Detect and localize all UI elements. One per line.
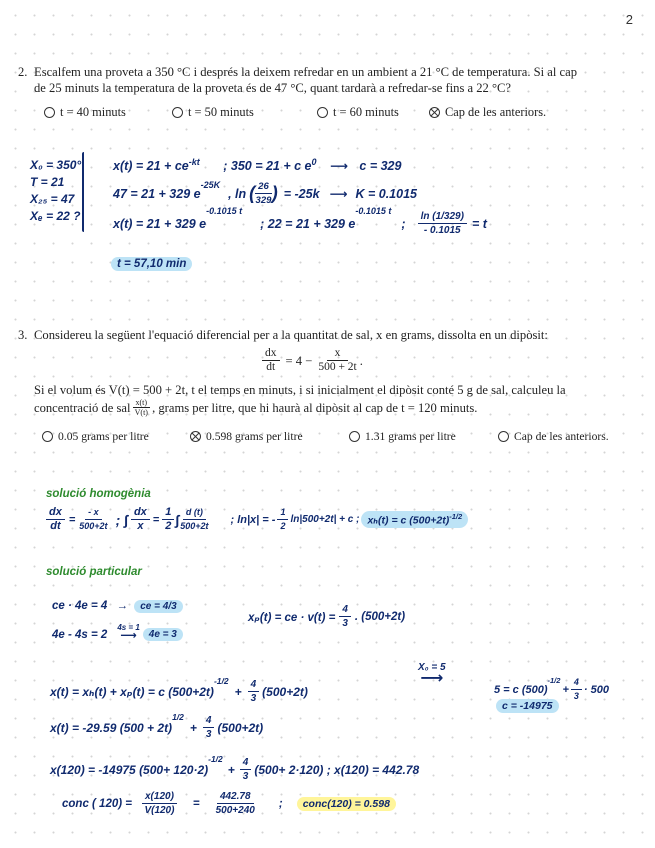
arrow-icon: ⟶: [120, 630, 137, 642]
heading-particular-solution: solució particular: [46, 566, 142, 578]
hw-exp: -0.1015 t: [206, 206, 243, 216]
question-3-text: [34, 382, 654, 417]
eq-text: .: [359, 353, 363, 368]
hw-fraction: $\frac{\ln (1/329)}{- 0.1015}$: [418, 210, 467, 237]
q2-given-values: [30, 157, 81, 225]
hw-expr: ;: [401, 216, 406, 231]
option-t50[interactable]: [172, 105, 317, 120]
hw-expr: , ln: [228, 186, 247, 201]
radio-empty-icon[interactable]: [44, 107, 55, 118]
given-value: X₂₅ = 47: [30, 192, 75, 206]
question-number: 3.: [18, 328, 28, 342]
general-solution-row: x(t) = xₕ(t) + xₚ(t) = c (500+2t) $^{-1/2}$ + $\frac{4}{3}$ (500+2t): [50, 676, 308, 704]
result-highlight: 4e = 3: [143, 628, 183, 641]
hw-expr: = -25k: [283, 186, 320, 201]
homogeneous-solution-highlight: xₕ(t) = c $(500+2t)^{-1/2}$: [361, 511, 468, 528]
option-label: 1.31 grams per litre: [365, 430, 456, 443]
question-3-intro: [18, 327, 643, 343]
hw-expr: ; 22 = 21 + 329 e: [260, 216, 356, 231]
arrow-icon: ⟶: [330, 159, 348, 174]
brace-divider: [82, 152, 87, 232]
hw-fraction: $\frac{- x}{500+2t}$: [79, 507, 108, 531]
option-label: Cap de les anteriors.: [514, 430, 609, 443]
hw-fraction: $\frac{x(120)}{V(120)}$: [142, 790, 177, 817]
evaluation-row: x(120) = -14975 (500+ 120·2) $^{-1/2}$ + $\frac{4}{3}$ (500+ 2·120) ; x(120) = 442.78: [50, 754, 420, 782]
hw-fraction: $\frac{4}{3}$: [339, 603, 351, 630]
hw-exp: -25K: [200, 180, 221, 190]
hw-expr: x(t) = 21 + ce: [113, 159, 189, 174]
hw-fraction: $\frac{26}{329}$: [255, 181, 272, 206]
question-text-line: concentració de sal $\frac{x(t)}{V(t)}$ , grams per litre, que hi haurà al dipòsit al cap de t = 120 minuts.: [34, 398, 478, 417]
particular-work-row-1: ce · 4e = 4 → ce = 4/3: [52, 600, 183, 612]
solution-row: x(t) = -29.59 (500 + 2t) $^{1/2}$ + $\frac{4}{3}$ (500+2t): [50, 712, 264, 740]
q2-work-row-1: [113, 157, 401, 173]
page-number: 2: [625, 12, 633, 27]
question-text-line: Si el volum és V(t) = 500 + 2t, t el temps en minuts, i si inicialment el dipòsit conté 5 g de sal, calculeu la: [34, 383, 566, 397]
question-3-options: [42, 430, 609, 443]
option-0-05[interactable]: [42, 430, 190, 443]
paren-icon: (: [249, 183, 256, 203]
hw-exp: 0: [311, 157, 317, 167]
heading-homogeneous-solution: solució homogènia: [46, 488, 151, 500]
hw-exp: -0.1015 t: [355, 206, 392, 216]
eq-text: = 4 −: [285, 353, 313, 368]
q2-answer-highlight: t = 57,10 min: [111, 257, 192, 271]
arrow-icon: ⟶: [420, 670, 444, 687]
eq-fraction: $\frac{x}{500 + 2t}$: [318, 347, 357, 373]
option-t40[interactable]: [44, 105, 172, 120]
question-text-line: de 25 minuts la temperatura de la proveta és de 47 °C, quant tardarà a refredar-se fins a 22 °C?: [34, 81, 512, 95]
option-none[interactable]: [429, 105, 546, 120]
hw-expr: 47 = 21 + 329 e: [113, 186, 201, 201]
hw-result: K = 0.1015: [355, 186, 417, 201]
initial-condition-eq: 5 = c (500) $^{-1/2}$ + $\frac{4}{3}$ · 500: [494, 676, 609, 701]
option-label: 0.05 grams per litre: [58, 430, 149, 443]
radio-empty-icon[interactable]: [498, 431, 509, 442]
initial-condition-arrow: X₀ = 5 ⟶: [418, 662, 446, 687]
question-number: 2.: [18, 65, 28, 79]
option-1-31[interactable]: [349, 430, 498, 443]
homogeneous-work-row: $\frac{dx}{dt}$ = $\frac{- x}{500+2t}$ ; ∫ $\frac{dx}{x}$ = $\frac{1}{2}$ ∫ $\frac{d (t)}{500+2t}$ ; ln|x| = - $\frac{1}{2}$ ln|500+2t| + c ; xₕ(t) = c $(500+2t)^{-1/2}$: [46, 506, 468, 533]
question-2-options: [44, 105, 546, 120]
hw-expr: x(t) = 21 + 329 e: [113, 216, 207, 231]
differential-equation: [262, 347, 363, 374]
given-value: T = 21: [30, 175, 65, 189]
hw-fraction: $\frac{dx}{x}$: [131, 506, 150, 533]
given-value: X₀ = 350°: [30, 158, 82, 172]
q2-work-row-3: [113, 206, 487, 237]
hw-result: c = 329: [359, 159, 402, 174]
radio-empty-icon[interactable]: [349, 431, 360, 442]
option-none[interactable]: [498, 430, 609, 443]
hw-exp: -kt: [188, 157, 200, 167]
particular-solution-expr: xₚ(t) = ce · v(t) = $\frac{4}{3}$ . (500+2t): [248, 604, 406, 629]
option-label: 0.598 grams per litre: [206, 430, 303, 443]
hw-fraction: $\frac{1}{2}$: [277, 506, 288, 533]
hw-fraction: $\frac{4}{3}$: [248, 678, 260, 705]
paren-icon: ): [271, 183, 278, 203]
option-t60[interactable]: [317, 105, 429, 120]
constant-result-highlight: c = -14975: [496, 699, 559, 713]
hw-fraction: $\frac{4}{3}$: [203, 714, 215, 741]
hw-fraction: $\frac{1}{2}$: [162, 506, 174, 533]
radio-crossed-icon[interactable]: [190, 431, 201, 442]
hw-fraction: $\frac{dx}{dt}$: [46, 506, 65, 533]
final-answer-highlight: conc(120) = 0.598: [297, 797, 396, 811]
particular-work-row-2: 4e - 4s = 2 4s = 1 ⟶ 4e = 3: [52, 623, 183, 641]
option-label: t = 40 minuts: [60, 105, 126, 119]
result-highlight: ce = 4/3: [134, 600, 182, 613]
given-value: Xₑ = 22 ?: [30, 209, 81, 223]
hw-fraction: $\frac{4}{3}$: [240, 756, 252, 783]
hw-expr: ; 350 = 21 + c e: [223, 159, 312, 174]
question-text-line: Considereu la següent l'equació diferencial per a la quantitat de sal, x en grams, dissolta en un dipòsit:: [34, 328, 548, 342]
option-label: t = 50 minuts: [188, 105, 254, 119]
arrow-icon: →: [116, 600, 129, 612]
question-text-line: Escalfem una proveta a 350 °C i després la deixem refredar en un ambient a 21 °C de temperatura. Si al cap: [34, 65, 578, 79]
hw-fraction: $\frac{4}{3}$: [571, 676, 582, 703]
option-0-598[interactable]: [190, 430, 349, 443]
radio-empty-icon[interactable]: [172, 107, 183, 118]
option-label: t = 60 minuts: [333, 105, 399, 119]
inline-fraction: $\frac{x(t)}{V(t)}$: [133, 398, 151, 417]
option-label: Cap de les anteriors.: [445, 105, 547, 119]
hw-fraction: $\frac{442.78}{500+240}$: [215, 791, 255, 816]
hw-fraction: $\frac{d (t)}{500+2t}$: [180, 507, 209, 531]
arrow-icon: ⟶: [329, 187, 348, 201]
question-2: [18, 64, 638, 96]
q2-work-row-2: [113, 180, 417, 207]
radio-crossed-icon[interactable]: [429, 107, 440, 118]
radio-empty-icon[interactable]: [42, 431, 53, 442]
concentration-row: conc ( 120) = $\frac{x(120)}{V(120)}$ = $\frac{442.78}{500+240}$ ; conc(120) = 0.598: [62, 790, 396, 817]
hw-expr: = t: [471, 216, 487, 231]
labeled-arrow: 4s = 1 ⟶: [117, 623, 140, 642]
radio-empty-icon[interactable]: [317, 107, 328, 118]
eq-fraction: $\frac{dx}{dt}$: [262, 347, 280, 374]
